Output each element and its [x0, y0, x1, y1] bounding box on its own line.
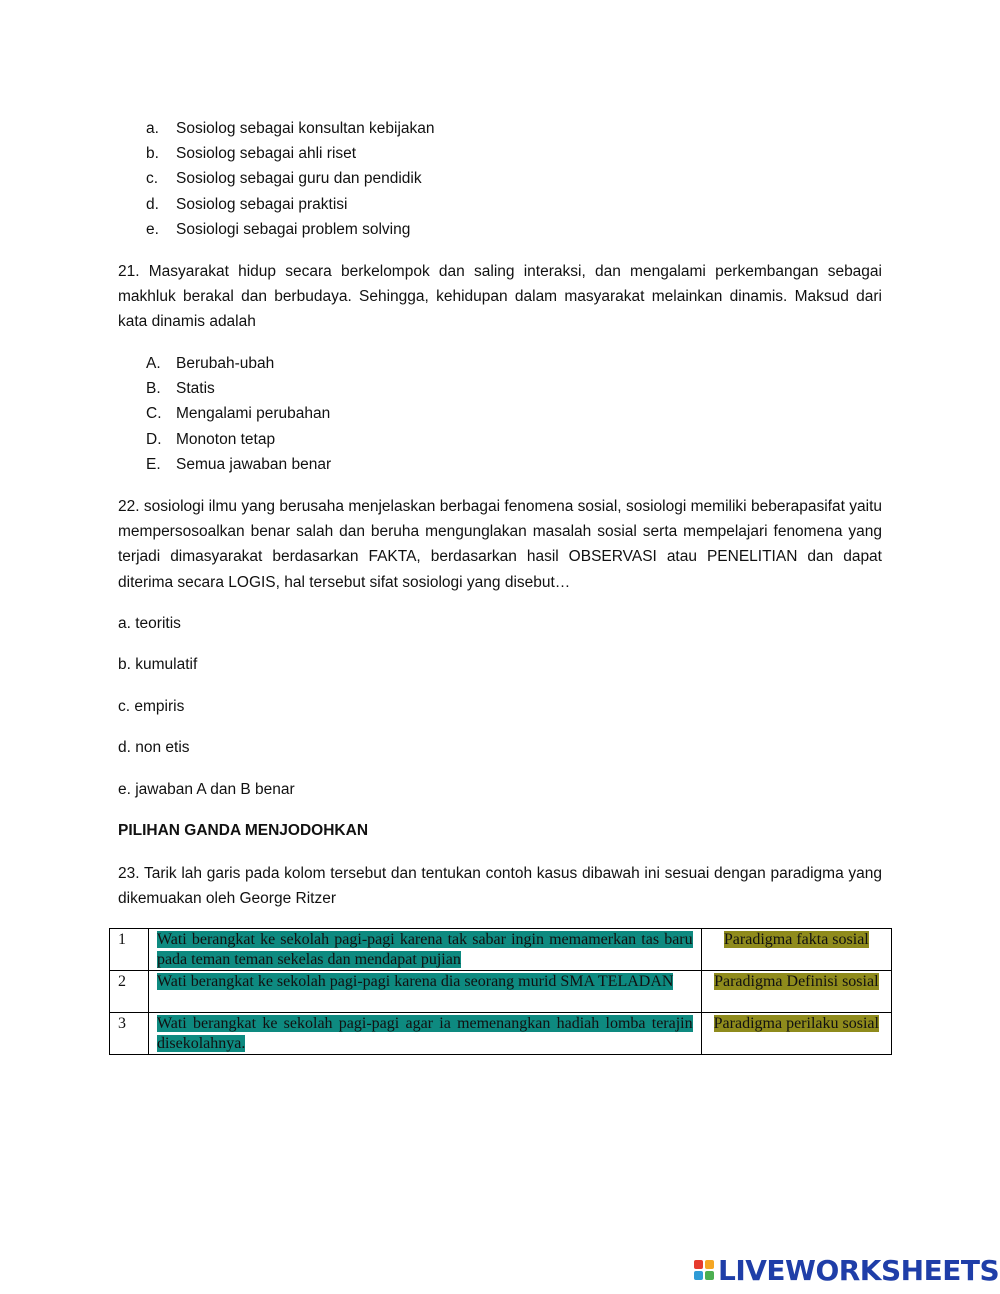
q20-option-b[interactable]: b. Sosiolog sebagai ahli riset	[146, 145, 357, 163]
question-23-text: 23. Tarik lah garis pada kolom tersebut dan tentukan contoh kasus dibawah ini sesuai dengan paradigma yang dikemuakan oleh George Ritzer	[118, 865, 882, 908]
question-22-text: 22. sosiologi ilmu yang berusaha menjelaskan berbagai fenomena sosial, sosiologi memiliki beberapasifat yaitu mempersosoalkan benar salah dan beruha mengunglakan masalah sosial serta mempelajari fenomena yang terjadi dimasyarakat berdasarkan FAKTA, berdasarkan hasil OBSERVASI atau PENELITIAN dan dapat diterima secara LOGIS, hal tersebut sifat sosiologi yang disebut…	[118, 498, 882, 591]
paradigm-text: Paradigma perilaku sosial	[713, 1015, 879, 1032]
matching-table	[109, 928, 892, 1055]
q22-option-b[interactable]: b. kumulatif	[118, 656, 198, 673]
table-row	[110, 929, 892, 971]
paradigm-cell[interactable]	[701, 971, 891, 1013]
q20-option-c[interactable]: c. Sosiolog sebagai guru dan pendidik	[146, 170, 422, 188]
q21-option-c[interactable]: C. Mengalami perubahan	[146, 405, 331, 423]
logo-square-icon	[694, 1271, 703, 1280]
liveworksheets-logo[interactable]	[694, 1254, 999, 1286]
q21-option-a[interactable]: A. Berubah-ubah	[146, 355, 275, 372]
paradigm-cell[interactable]	[701, 1013, 891, 1055]
logo-square-icon	[705, 1260, 714, 1269]
question-21-text: 21. Masyarakat hidup secara berkelompok dan saling interaksi, dan mengalami perkembangan sebagai makhluk berakal dan berbudaya. Sehingga, kehidupan dalam masyarakat melainkan dinamis. Maksud dari kata dinamis adalah	[118, 263, 882, 331]
logo-mark-icon	[694, 1260, 714, 1280]
row-number: 2	[110, 971, 149, 1013]
logo-square-icon	[694, 1260, 703, 1269]
case-cell[interactable]	[148, 1013, 701, 1055]
logo-text: LIVEWORKSHEETS	[718, 1253, 1000, 1287]
q20-option-d[interactable]: d. Sosiolog sebagai praktisi	[146, 195, 348, 213]
table-row	[110, 1013, 892, 1055]
q21-options	[146, 351, 331, 477]
q22-option-e[interactable]: e. jawaban A dan B benar	[118, 781, 295, 798]
q21-option-e[interactable]: E. Semua jawaban benar	[146, 455, 332, 473]
case-text: Wati berangkat ke sekolah pagi-pagi karena dia seorang murid SMA TELADAN	[156, 973, 674, 990]
paradigm-cell[interactable]	[701, 929, 891, 971]
q22-option-c[interactable]: c. empiris	[118, 698, 185, 715]
case-cell[interactable]	[148, 971, 701, 1013]
q21-option-d[interactable]: D. Monoton tetap	[146, 430, 276, 448]
case-text: Wati berangkat ke sekolah pagi-pagi agar ia memenangkan hadiah lomba terajin disekolahnya.	[156, 1015, 693, 1052]
q20-option-a[interactable]: a. Sosiolog sebagai konsultan kebijakan	[146, 120, 435, 137]
q22-option-a[interactable]: a. teoritis	[118, 615, 181, 632]
q21-option-b[interactable]: B. Statis	[146, 380, 215, 398]
case-text: Wati berangkat ke sekolah pagi-pagi karena tak sabar ingin memamerkan tas baru pada teman teman sekelas dan mendapat pujian	[156, 931, 693, 968]
q20-options	[146, 116, 435, 242]
row-number: 3	[110, 1013, 149, 1055]
row-number: 1	[110, 929, 149, 971]
paradigm-text: Paradigma fakta sosial	[723, 931, 869, 948]
paradigm-text: Paradigma Definisi sosial	[714, 973, 879, 990]
q20-option-e[interactable]: e. Sosiologi sebagai problem solving	[146, 220, 411, 238]
case-cell[interactable]	[148, 929, 701, 971]
table-row	[110, 971, 892, 1013]
section-heading: PILIHAN GANDA MENJODOHKAN	[118, 822, 369, 839]
logo-square-icon	[705, 1271, 714, 1280]
q22-option-d[interactable]: d. non etis	[118, 739, 190, 756]
